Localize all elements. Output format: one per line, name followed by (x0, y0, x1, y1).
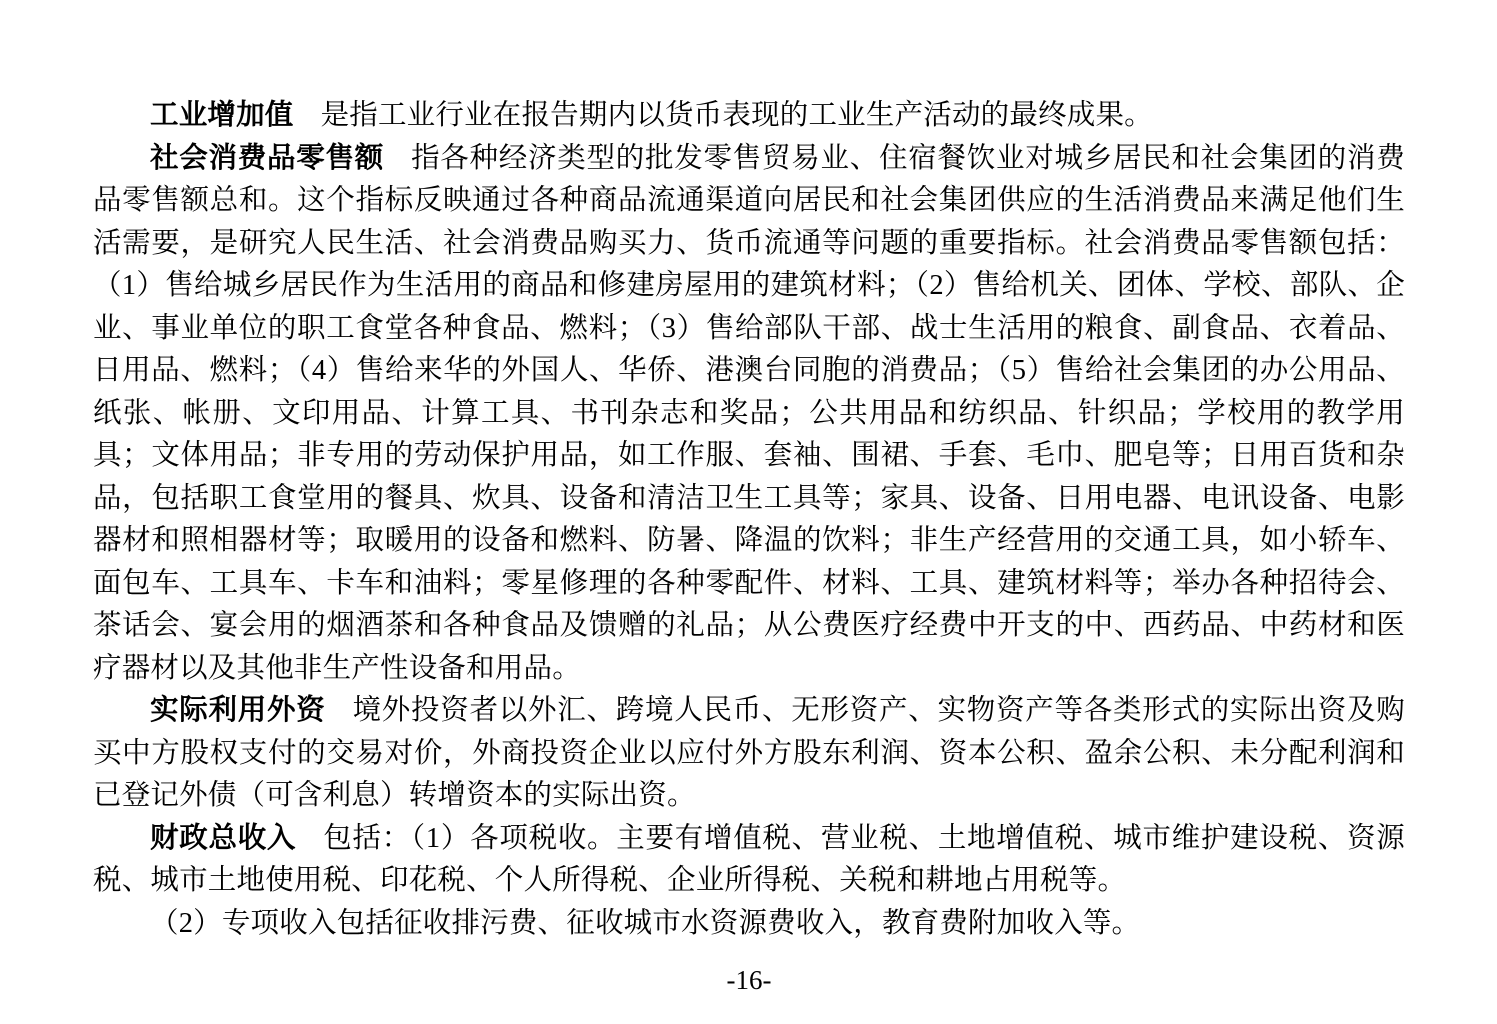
paragraph-text: 包括：（1）各项税收。主要有增值税、营业税、土地增值税、城市维护建设税、资源税、城市土地使用税、印花税、个人所得税、企业所得税、关税和耕地占用税等。 (93, 822, 1405, 896)
paragraph-fiscal-revenue (93, 818, 1405, 903)
term-label: 财政总收入 (150, 822, 297, 854)
term-label: 工业增加值 (150, 100, 294, 131)
paragraph-text: 是指工业行业在报告期内以货币表现的工业生产活动的最终成果。 (320, 100, 1153, 131)
paragraph-retail-sales (93, 138, 1405, 691)
paragraph-text: （2）专项收入包括征收排污费、征收城市水资源费收入，教育费附加收入等。 (150, 907, 1141, 939)
page-number: -16- (726, 965, 772, 995)
paragraph-special-revenue (93, 903, 1405, 946)
term-label: 社会消费品零售额 (150, 142, 384, 174)
term-label: 实际利用外资 (150, 695, 326, 726)
paragraph-foreign-capital (93, 690, 1405, 818)
paragraph-text: 境外投资者以外汇、跨境人民币、无形资产、实物资产等各类形式的实际出资及购买中方股权支付的交易对价，外商投资企业以应付外方股东利润、资本公积、盈余公积、未分配利润和已登记外债（可含利息）转增资本的实际出资。 (93, 695, 1405, 811)
paragraph-industrial-added-value (93, 95, 1405, 138)
paragraph-text: 指各种经济类型的批发零售贸易业、住宿餐饮业对城乡居民和社会集团的消费品零售额总和。这个指标反映通过各种商品流通渠道向居民和社会集团供应的生活消费品来满足他们生活需要，是研究人民生活、社会消费品购买力、货币流通等问题的重要指标。社会消费品零售额包括：（1）售给城乡居民作为生活用的商品和修建房屋用的建筑材料；（2）售给机关、团体、学校、部队、企业、事业单位的职工食堂各种食品、燃料；（3）售给部队干部、战士生活用的粮食、副食品、衣着品、日用品、燃料；（4）售给来华的外国人、华侨、港澳台同胞的消费品；（5）售给社会集团的办公用品、纸张、帐册、文印用品、计算工具、书刊杂志和奖品；公共用品和纺织品、针织品；学校用的教学用具；文体用品；非专用的劳动保护用品，如工作服、套袖、围裙、手套、毛巾、肥皂等；日用百货和杂品，包括职工食堂用的餐具、炊具、设备和清洁卫生工具等；家具、设备、日用电器、电讯设备、电影器材和照相器材等；取暖用的设备和燃料、防暑、降温的饮料；非生产经营用的交通工具，如小轿车、面包车、工具车、卡车和油料；零星修理的各种零配件、材料、工具、建筑材料等；举办各种招待会、茶话会、宴会用的烟酒茶和各种食品及馈赠的礼品；从公费医疗经费中开支的中、西药品、中药材和医疗器材以及其他非生产性设备和用品。 (93, 142, 1405, 684)
